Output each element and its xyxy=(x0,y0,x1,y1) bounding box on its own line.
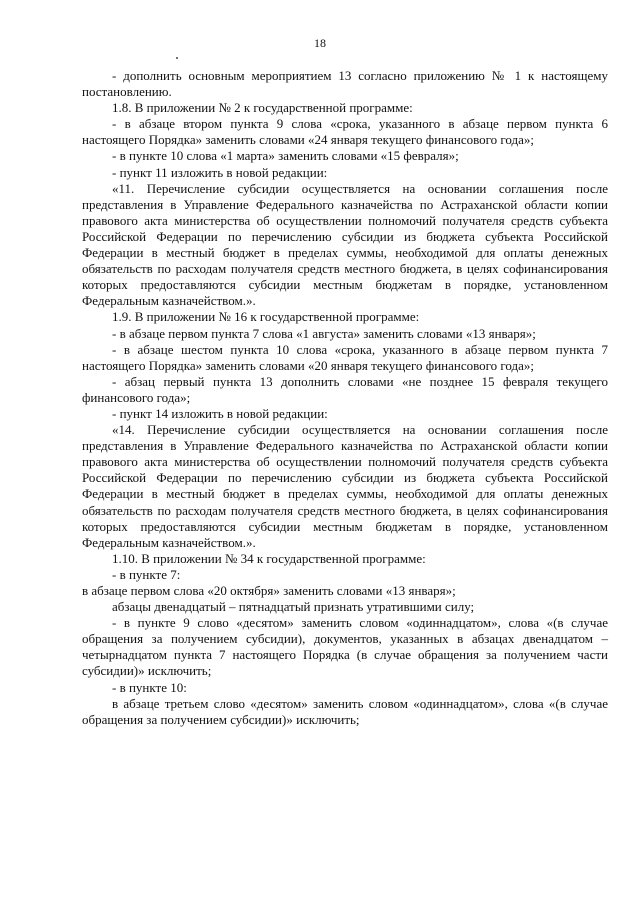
paragraph-section-1-10: 1.10. В приложении № 34 к государственной программе: xyxy=(112,550,426,566)
paragraph-1-8-item-11-text: «11. Перечисление субсидии осуществляется на основании соглашения после представления в Управление Федерального казначейства по Астраханской области копии правового акта министерства об осуществлении полномочий получателя средств субъекта Российской Федерации по перечислению субсидии из бюджета субъекта Российской Федерации в местный бюджет в пределах суммы, необходимой для оплаты денежных обязательств по расходам получателя средств местного бюджета, в целях софинансирования которых предоставляются субсидии местным бюджетам в порядке, установленном Федеральным казначейством.». xyxy=(82,180,608,309)
page-number: 18 xyxy=(314,36,326,50)
paragraph-section-1-8: 1.8. В приложении № 2 к государственной программе: xyxy=(112,100,413,116)
paragraph-1-10-item-7-first: в абзаце первом слова «20 октября» заменить словами «13 января»; xyxy=(82,583,456,598)
paragraph-1-9-item-14-text: «14. Перечисление субсидии осуществляется на основании соглашения после представления в Управление Федерального казначейства по Астраханской области копии правового акта министерства об осуществлении полномочий получателя средств субъекта Российской Федерации по перечислению субсидии из бюджета субъекта Российской Федерации в местный бюджет в пределах суммы, необходимой для оплаты денежных обязательств по расходам получателя средств местного бюджета, в целях софинансирования которых предоставляются субсидии местным бюджетам в порядке, установленном Федеральным казначейством.». xyxy=(82,422,608,550)
paragraph-1-8-item-10: - в пункте 10 слова «1 марта» заменить словами «15 февраля»; xyxy=(112,148,459,164)
paragraph-1-10-item-10-third: в абзаце третьем слово «десятом» заменить словом «одиннадцатом», слова «(в случае обращения за получением субсидии)» исключить; xyxy=(82,695,608,727)
paragraph-1-10-item-9: - в пункте 9 слово «десятом» заменить словом «одиннадцатом», слова «(в случае обращения за получением субсидии), документов, указанных в абзацах двенадцатом – четырнадцатом пункта 7 настоящего Порядка (в случае обращения за получением части субсидии)» исключить; xyxy=(82,615,608,679)
paragraph-1-10-item-7-intro: - в пункте 7: xyxy=(112,566,181,582)
document-body xyxy=(82,68,608,728)
paragraph-1-9-item-13: - абзац первый пункта 13 дополнить словами «не позднее 15 февраля текущего финансового года»; xyxy=(82,373,608,405)
paragraph-1-9-item-14-intro: - пункт 14 изложить в новой редакции: xyxy=(112,405,328,421)
scan-dot-mark xyxy=(176,57,178,59)
paragraph-add-main-measure: - дополнить основным мероприятием 13 согласно приложению № 1 к настоящему постановлению. xyxy=(82,68,608,100)
paragraph-1-10-item-7-void: абзацы двенадцатый – пятнадцатый признать утратившими силу; xyxy=(112,599,475,615)
paragraph-section-1-9: 1.9. В приложении № 16 к государственной программе: xyxy=(112,309,420,325)
paragraph-1-10-item-10-intro: - в пункте 10: xyxy=(112,679,187,695)
paragraph-1-8-item-11-intro: - пункт 11 изложить в новой редакции: xyxy=(112,164,328,180)
paragraph-1-9-item-7: - в абзаце первом пункта 7 слова «1 августа» заменить словами «13 января»; xyxy=(112,325,536,341)
paragraph-1-9-item-10: - в абзаце шестом пункта 10 слова «срока, указанного в абзаце первом пункта 7 настоящего Порядка» заменить словами «20 января текущего финансового года»; xyxy=(82,341,608,373)
paragraph-1-8-item-9: - в абзаце втором пункта 9 слова «срока, указанного в абзаце первом пункта 6 настоящего Порядка» заменить словами «24 января текущего финансового года»; xyxy=(82,116,608,148)
